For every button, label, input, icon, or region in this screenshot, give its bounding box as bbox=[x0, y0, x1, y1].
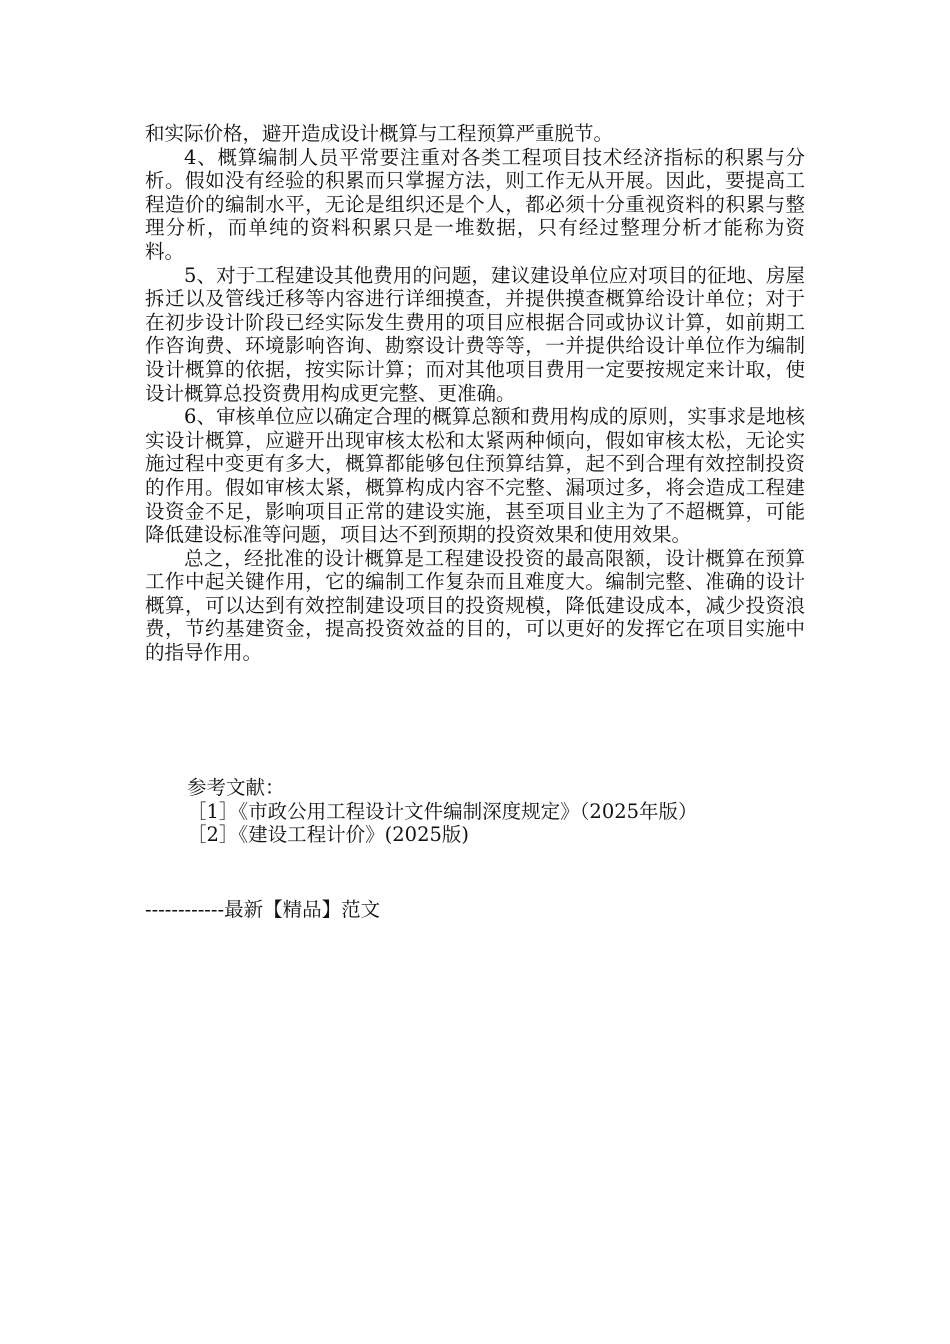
body-text bbox=[145, 122, 805, 665]
footer-text: ------------最新【精品】范文 bbox=[145, 898, 381, 921]
paragraph-item-6: 6、审核单位应以确定合理的概算总额和费用构成的原则，实事求是地核实设计概算，应避开出现审核太松和太紧两种倾向，假如审核太松，无论实施过程中变更有多大，概算都能够包住预算结算，起不到合理有效控制投资的作用。假如审核太紧，概算构成内容不完整、漏项过多，将会造成工程建设资金不足，影响项目正常的建设实施，甚至项目业主为了不超概算，可能降低建设标准等问题，项目达不到预期的投资效果和使用效果。 bbox=[145, 405, 805, 547]
paragraph-continuation: 和实际价格，避开造成设计概算与工程预算严重脱节。 bbox=[145, 122, 614, 145]
references-heading: 参考文献： bbox=[187, 776, 285, 799]
reference-item-2: ［2］《建设工程计价》(2025版) bbox=[187, 823, 469, 847]
references-section bbox=[187, 776, 807, 847]
paragraph-item-4: 4、概算编制人员平常要注重对各类工程项目技术经济指标的积累与分析。假如没有经验的积累而只掌握方法，则工作无从开展。因此，要提高工程造价的编制水平，无论是组织还是个人，都必须十分重视资料的积累与整理分析，而单纯的资料积累只是一堆数据，只有经过整理分析才能称为资料。 bbox=[145, 145, 805, 263]
paragraph-conclusion: 总之，经批准的设计概算是工程建设投资的最高限额，设计概算在预算工作中起关键作用，它的编制工作复杂而且难度大。编制完整、准确的设计概算，可以达到有效控制建设项目的投资规模，降低建设成本，减少投资浪费，节约基建资金，提高投资效益的目的，可以更好的发挥它在项目实施中的指导作用。 bbox=[145, 546, 805, 665]
paragraph-item-5: 5、对于工程建设其他费用的问题，建议建设单位应对项目的征地、房屋拆迁以及管线迁移等内容进行详细摸查，并提供摸查概算给设计单位；对于在初步设计阶段已经实际发生费用的项目应根据合同或协议计算，如前期工作咨询费、环境影响咨询、勘察设计费等等，一并提供给设计单位作为编制设计概算的依据，按实际计算；而对其他项目费用一定要按规定来计取，使设计概算总投资费用构成更完整、更准确。 bbox=[145, 263, 805, 405]
reference-item-1: ［1］《市政公用工程设计文件编制深度规定》（2025年版） bbox=[187, 799, 698, 823]
